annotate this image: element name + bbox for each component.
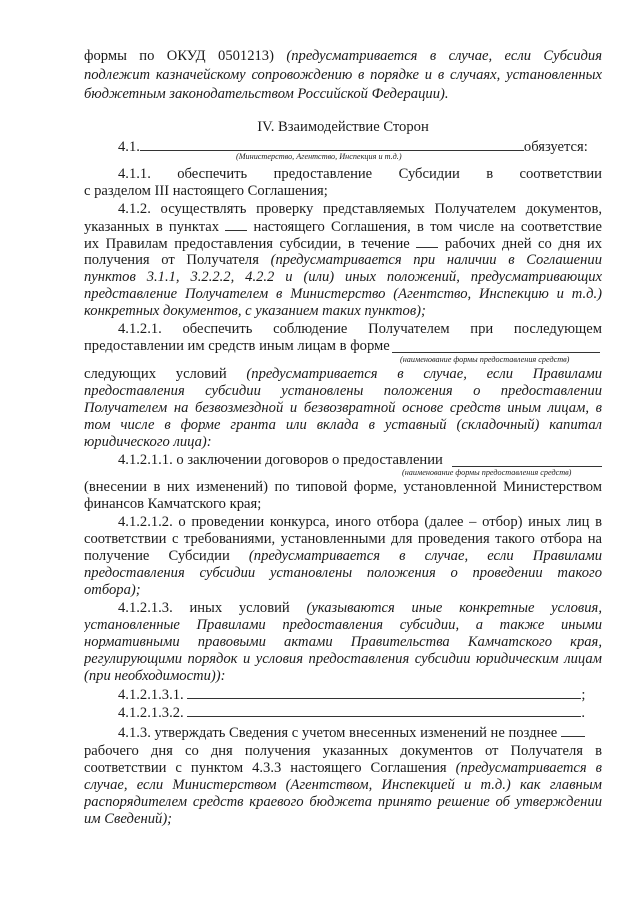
paragraph-line: указанных в пунктах настоящего Соглашения, в том числе на соответствие — [84, 219, 602, 235]
paragraph-line: их Правилам предоставления субсидии, в течение рабочих дней со дня их — [84, 236, 602, 252]
paragraph-line: получение Субсидии (предусматривается в случае, если Правилами — [84, 548, 602, 564]
paragraph-line: регулирующими порядок и условия предоставления субсидии юридическим лицам — [84, 651, 602, 667]
paragraph-line: предоставлении им средств иным лицам в форме — [84, 338, 390, 354]
paragraph-line: бюджетным законодательством Российской Федерации). — [84, 86, 449, 102]
field-caption: (наименование формы предоставления средств) — [402, 468, 572, 477]
clause-4-1-2-1-3-1: 4.1.2.1.3.1. ; — [118, 687, 586, 703]
clause-4-1-3: 4.1.3. утверждать Сведения с учетом внесенных изменений не позднее — [118, 724, 602, 741]
blank-line — [452, 466, 602, 467]
paragraph-line: финансов Камчатского края; — [84, 496, 262, 512]
clause-4-1-2-1: 4.1.2.1. обеспечить соблюдение Получателем при последующем — [118, 321, 602, 337]
paragraph-line: конкретных документов, с указанием таких пунктов); — [84, 303, 426, 319]
clause-4-1-1: 4.1.1. обеспечить предоставление Субсидии в соответствии — [118, 166, 602, 182]
paragraph-line: следующих условий (предусматривается в случае, если Правилами — [84, 366, 602, 382]
paragraph-line: нормативными правовыми актами Правительства Камчатского края, — [84, 634, 602, 650]
paragraph-line: Получателем на безвозмездной и безвозвратной основе средств иным лицам, в — [84, 400, 602, 416]
paragraph-line: соответствии с пунктом 4.3.3 настоящего Соглашения (предусматривается в — [84, 760, 602, 776]
blank-line — [392, 352, 600, 353]
section-title: IV. Взаимодействие Сторон — [257, 119, 429, 135]
paragraph-line: том числе в форме гранта или вклада в уставный (складочный) капитал — [84, 417, 602, 433]
paragraph-line: отбора); — [84, 582, 141, 598]
paragraph-line: предоставления субсидии установлены положения о предоставлении — [84, 383, 602, 399]
clause-4-1-2-1-3-2: 4.1.2.1.3.2. . — [118, 705, 585, 721]
paragraph-line: случае, если Министерством (Агентством, Инспекцией и т.д.) как главным — [84, 777, 602, 793]
paragraph-line: распорядителем средств краевого бюджета принято решение об утверждении — [84, 794, 602, 810]
paragraph-line: представление Получателем в Министерство (Агентство, Инспекцию и т.д.) — [84, 286, 602, 302]
paragraph-line: соответствии с требованиями, установленными для проведения такого отбора на — [84, 531, 602, 547]
clause-4-1-2: 4.1.2. осуществлять проверку представляемых Получателем документов, — [118, 201, 602, 217]
paragraph-line: им Сведений); — [84, 811, 173, 827]
paragraph-line: юридического лица): — [84, 434, 212, 450]
paragraph-line: (внесении в них изменений) по типовой форме, установленной Министерством — [84, 479, 602, 495]
paragraph-line: пунктов 3.1.1, 3.2.2.2, 4.2.2 и (или) иных положений, предусматривающих — [84, 269, 602, 285]
paragraph-line: рабочего дня со дня получения указанных документов от Получателя в — [84, 743, 602, 759]
paragraph-line: получения от Получателя (предусматривается при наличии в Соглашении — [84, 252, 602, 268]
clause-4-1-2-1-1: 4.1.2.1.1. о заключении договоров о предоставлении — [118, 452, 443, 468]
paragraph-line: установленные Правилами предоставления субсидии, а также иными — [84, 617, 602, 633]
paragraph-line: подлежит казначейскому сопровождению в порядке и в случаях, установленных — [84, 67, 602, 83]
paragraph-line: с разделом III настоящего Соглашения; — [84, 183, 328, 199]
clause-4-1: 4.1. обязуется: — [118, 139, 588, 155]
paragraph-line: формы по ОКУД 0501213) (предусматривается в случае, если Субсидия — [84, 48, 602, 64]
paragraph-line: предоставления субсидии установлены положения о проведении такого — [84, 565, 602, 581]
clause-4-1-2-1-3: 4.1.2.1.3. иных условий (указываются иные конкретные условия, — [118, 600, 602, 616]
field-caption: (наименование формы предоставления средств) — [400, 355, 570, 364]
clause-4-1-2-1-2: 4.1.2.1.2. о проведении конкурса, иного отбора (далее – отбор) иных лиц в — [118, 514, 602, 530]
field-caption: (Министерство, Агентство, Инспекция и т.д.) — [236, 152, 402, 161]
paragraph-line: (при необходимости)): — [84, 668, 226, 684]
